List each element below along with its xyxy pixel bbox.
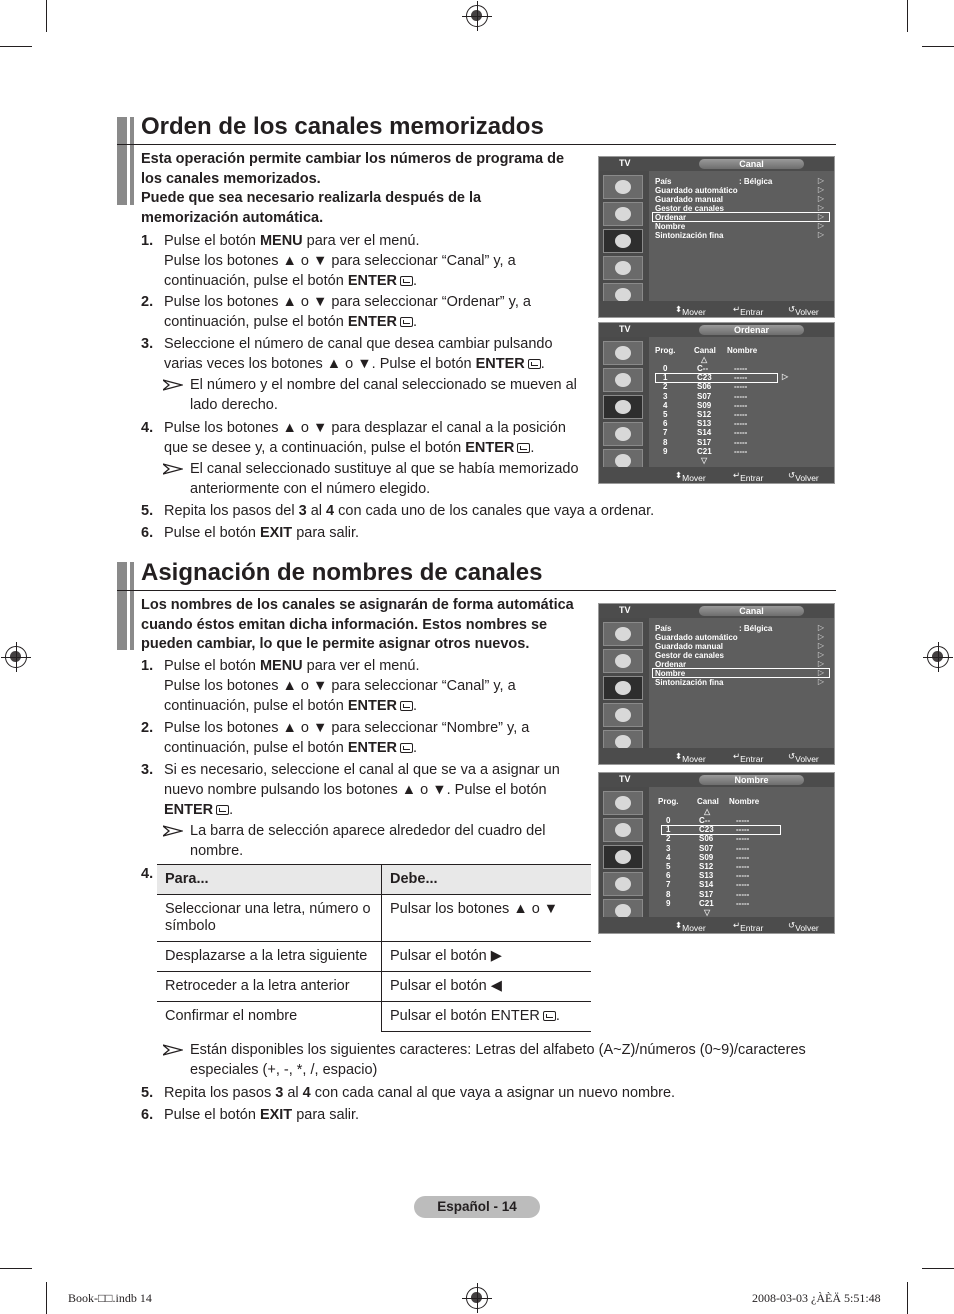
scroll-down-icon[interactable]: ▽ <box>704 908 711 917</box>
step-number: 3. <box>141 762 154 778</box>
menu-item[interactable]: Nombre <box>655 669 686 678</box>
menu-item[interactable]: Nombre <box>655 222 686 231</box>
channel-icon[interactable] <box>603 229 643 253</box>
arrow-right-icon: ▷ <box>817 230 824 239</box>
channel-prog: 8 <box>666 889 671 899</box>
note-arrow-icon <box>163 825 183 837</box>
menu-sidebar <box>599 337 649 467</box>
tv-menu-canal <box>598 603 835 765</box>
menu-body <box>649 171 834 301</box>
channel-prog: 1 <box>666 825 671 835</box>
intro-line: Puede que sea necesario realizarla después de la <box>141 190 482 206</box>
section-bar <box>130 117 134 205</box>
channel-code: S07 <box>697 391 712 401</box>
table-header-row <box>157 865 591 895</box>
tv-label: TV <box>619 774 631 784</box>
crop-mark <box>46 1282 47 1314</box>
channel-name: ----- <box>734 410 748 419</box>
picture-icon[interactable] <box>603 341 643 365</box>
channel-code: S12 <box>699 862 714 871</box>
step-number: 6. <box>141 1107 154 1123</box>
crop-mark <box>922 46 954 47</box>
channel-code: S13 <box>697 419 712 429</box>
tv-label: TV <box>619 158 631 168</box>
step-text: Pulse los botones ▲ o ▼ para seleccionar “Nombre” y, a continuación, pulse el botón ENTER . <box>164 720 530 756</box>
enter-icon <box>543 1011 556 1021</box>
channel-name: ----- <box>734 391 748 401</box>
crop-mark <box>907 0 908 32</box>
page-number: Español - 14 <box>414 1196 540 1218</box>
channel-prog: 5 <box>663 410 668 419</box>
step-text: Pulse el botón EXIT para salir. <box>164 525 360 541</box>
sound-icon[interactable] <box>603 649 643 673</box>
channel-code: C-- <box>697 364 709 373</box>
note-line: lado derecho. <box>190 397 278 413</box>
channel-name: ----- <box>734 446 748 456</box>
channel-name: ----- <box>736 816 750 825</box>
channel-icon[interactable] <box>603 395 643 419</box>
table-row <box>157 972 591 1002</box>
menu-item[interactable]: Sintonización fina <box>655 231 724 240</box>
arrow-right-icon: ▷ <box>817 668 824 677</box>
channel-prog: 7 <box>663 428 668 438</box>
channel-code: S14 <box>697 428 712 438</box>
channel-code: C23 <box>697 373 712 383</box>
menu-title: Ordenar <box>699 325 804 335</box>
step-text: Si es necesario, seleccione el canal al que se va a asignar un nuevo nombre pulsando los botones ▲ o ▼. Pulse el botón ENTER . <box>164 762 560 818</box>
move-hint: ⬍ Mover <box>675 304 706 317</box>
channel-prog: 7 <box>666 880 671 890</box>
arrow-right-icon: ▷ <box>817 194 824 203</box>
setup-icon[interactable] <box>603 703 643 727</box>
selection-box <box>661 825 781 835</box>
arrow-right-icon: ▷ <box>817 203 824 212</box>
arrow-right-icon: ▷ <box>817 641 824 650</box>
menu-item[interactable]: Ordenar <box>655 213 687 222</box>
move-hint: ⬍ Mover <box>675 751 706 764</box>
menu-item[interactable]: Gestor de canales <box>655 204 724 213</box>
scroll-up-icon[interactable]: △ <box>704 807 711 816</box>
channel-code: S17 <box>699 889 714 899</box>
menu-footer <box>599 467 834 483</box>
channel-code: S06 <box>699 834 714 844</box>
channel-prog: 6 <box>666 871 671 881</box>
tv-label: TV <box>619 605 631 615</box>
return-hint: ↺ Volver <box>788 751 819 764</box>
channel-name: ----- <box>734 382 748 392</box>
menu-item[interactable]: Guardado manual <box>655 642 724 651</box>
enter-icon <box>400 276 413 286</box>
channel-code: S09 <box>699 852 714 862</box>
registration-mark-icon <box>466 1287 488 1309</box>
channel-code: C-- <box>699 816 711 825</box>
menu-item[interactable]: Guardado automático <box>655 633 738 642</box>
picture-icon[interactable] <box>603 791 643 815</box>
enter-icon <box>400 743 413 753</box>
arrow-right-icon: ▷ <box>817 221 824 230</box>
return-hint: ↺ Volver <box>788 920 819 933</box>
intro-line: los canales memorizados. <box>141 170 321 187</box>
section-title: Asignación de nombres de canales <box>141 559 543 586</box>
note-line: El canal seleccionado sustituye al que se había memorizado <box>190 461 579 477</box>
channel-prog: 1 <box>663 373 668 383</box>
menu-sidebar <box>599 787 649 917</box>
move-hint: ⬍ Mover <box>675 470 706 483</box>
intro-line: pueden cambiar, lo que le permite asignar otros nuevos. <box>141 636 530 652</box>
title-rule <box>117 590 836 591</box>
channel-prog: 4 <box>663 400 668 410</box>
picture-icon[interactable] <box>603 622 643 646</box>
table-cell: Desplazarse a la letra siguiente <box>157 942 382 972</box>
scroll-down-icon[interactable]: ▽ <box>701 456 708 465</box>
enter-icon <box>517 443 530 453</box>
menu-item[interactable]: Guardado automático <box>655 186 738 195</box>
table-cell: Pulsar el botón ◀ <box>382 972 592 1002</box>
arrow-right-icon: ▷ <box>817 185 824 194</box>
step-number: 5. <box>141 503 154 519</box>
registration-mark-icon <box>927 646 949 668</box>
channel-code: S17 <box>697 437 712 447</box>
menu-title: Canal <box>699 159 804 169</box>
step-number: 5. <box>141 1085 154 1101</box>
menu-sidebar <box>599 171 649 301</box>
table-row <box>157 942 591 972</box>
channel-code: S12 <box>697 410 712 419</box>
step-text: Repita los pasos 3 al 4 con cada canal al que vaya a asignar un nuevo nombre. <box>164 1085 676 1101</box>
step-number: 3. <box>141 336 154 352</box>
step-text: Pulse los botones ▲ o ▼ para desplazar el canal a la posición que se desee y, a continuación, pulse el botón ENTER . <box>164 420 566 456</box>
menu-item[interactable]: Ordenar <box>655 660 687 669</box>
table-cell: Retroceder a la letra anterior <box>157 972 382 1002</box>
arrow-right-icon: ▷ <box>782 372 789 381</box>
channel-code: S14 <box>699 880 714 890</box>
menu-footer <box>599 301 834 317</box>
setup-icon[interactable] <box>603 256 643 280</box>
table-cell: Pulsar el botón ENTER . <box>382 1002 592 1032</box>
sound-icon[interactable] <box>603 818 643 842</box>
enter-icon <box>216 805 229 815</box>
arrow-right-icon: ▷ <box>817 212 824 221</box>
arrow-right-icon: ▷ <box>817 677 824 686</box>
enter-icon <box>528 359 541 369</box>
channel-name: ----- <box>736 871 750 881</box>
arrow-right-icon: ▷ <box>817 623 824 632</box>
note-line: La barra de selección aparece alrededor del cuadro del <box>190 823 546 839</box>
step-text: Pulse el botón MENU para ver el menú. Pulse los botones ▲ o ▼ para seleccionar “Canal” y, a continuación, pulse el botón ENTER . <box>164 233 516 289</box>
column-header: Prog. <box>658 797 679 806</box>
menu-body <box>649 337 834 467</box>
channel-code: S13 <box>699 871 714 881</box>
menu-body <box>649 618 834 748</box>
section-intro <box>141 596 591 655</box>
note-line: nombre. <box>190 843 244 859</box>
print-timestamp: 2008-03-03 ¿ÀÈÄ 5:51:48 <box>752 1291 881 1305</box>
channel-prog: 8 <box>663 437 668 447</box>
table-row <box>157 895 591 942</box>
channel-name: ----- <box>736 880 750 890</box>
table-row <box>157 1002 591 1032</box>
enter-icon <box>400 317 413 327</box>
setup-icon[interactable] <box>603 422 643 446</box>
channel-code: C23 <box>699 825 714 835</box>
channel-prog: 2 <box>663 382 668 392</box>
channel-prog: 2 <box>666 834 671 844</box>
step-number: 6. <box>141 525 154 541</box>
channel-prog: 0 <box>666 816 671 825</box>
channel-code: C21 <box>699 898 714 908</box>
table-header: Debe... <box>382 865 592 895</box>
enter-hint: ↵ Entrar <box>733 470 764 483</box>
channel-name: ----- <box>736 852 750 862</box>
return-hint: ↺ Volver <box>788 304 819 317</box>
channel-name: ----- <box>734 373 748 383</box>
menu-item[interactable]: País : Bélgica <box>655 177 773 186</box>
section-bar <box>117 562 127 650</box>
registration-mark-icon <box>466 5 488 27</box>
sound-icon[interactable] <box>603 368 643 392</box>
menu-title: Canal <box>699 606 804 616</box>
channel-prog: 3 <box>663 391 668 401</box>
note-line: Están disponibles los siguientes caracteres: Letras del alfabeto (A~Z)/números (0~9)/caracteres <box>190 1042 806 1058</box>
channel-code: S09 <box>697 400 712 410</box>
table-cell: Pulsar el botón ▶ <box>382 942 592 972</box>
menu-item[interactable]: Gestor de canales <box>655 651 724 660</box>
channel-name: ----- <box>734 400 748 410</box>
channel-prog: 9 <box>663 446 668 456</box>
channel-name: ----- <box>734 419 748 429</box>
arrow-right-icon: ▷ <box>817 632 824 641</box>
note-arrow-icon <box>163 463 183 475</box>
crop-mark <box>0 1268 32 1269</box>
column-header: Prog. <box>655 346 676 355</box>
step-number: 1. <box>141 658 154 674</box>
note-line: El número y el nombre del canal seleccionado se mueven al <box>190 377 577 393</box>
intro-line: Esta operación permite cambiar los números de programa de <box>141 151 565 167</box>
table-cell: Seleccionar una letra, número o símbolo <box>157 895 382 942</box>
arrow-right-icon: ▷ <box>817 176 824 185</box>
menu-title: Nombre <box>699 775 804 785</box>
step-number: 2. <box>141 720 154 736</box>
return-hint: ↺ Volver <box>788 470 819 483</box>
channel-name: ----- <box>734 428 748 438</box>
step-number: 2. <box>141 294 154 310</box>
arrow-right-icon: ▷ <box>817 650 824 659</box>
section-intro <box>141 150 591 228</box>
crop-mark <box>922 1268 954 1269</box>
channel-name: ----- <box>734 437 748 447</box>
tv-label: TV <box>619 324 631 334</box>
channel-prog: 0 <box>663 364 668 373</box>
channel-code: S06 <box>697 382 712 392</box>
menu-footer <box>599 917 834 933</box>
tv-menu-ordenar <box>598 322 835 484</box>
crop-mark <box>0 46 32 47</box>
channel-name: ----- <box>734 364 748 373</box>
tv-menu-canal <box>598 156 835 318</box>
crop-mark <box>46 0 47 32</box>
arrow-right-icon: ▷ <box>817 659 824 668</box>
section-title: Orden de los canales memorizados <box>141 113 544 140</box>
move-hint: ⬍ Mover <box>675 920 706 933</box>
action-table <box>157 864 591 1032</box>
setup-icon[interactable] <box>603 872 643 896</box>
channel-name: ----- <box>736 889 750 899</box>
step-text: Seleccione el número de canal que desea cambiar pulsando varias veces los botones ▲ o ▼. Pulse el botón ENTER . <box>164 336 553 372</box>
registration-mark-icon <box>5 646 27 668</box>
column-header: Nombre <box>729 797 760 806</box>
table-cell: Pulsar los botones ▲ o ▼ <box>382 895 592 942</box>
enter-hint: ↵ Entrar <box>733 920 764 933</box>
selection-box <box>655 373 778 383</box>
sound-icon[interactable] <box>603 202 643 226</box>
enter-hint: ↵ Entrar <box>733 304 764 317</box>
title-rule <box>117 144 836 145</box>
intro-line: Los nombres de los canales se asignarán de forma automática <box>141 597 574 613</box>
channel-prog: 3 <box>666 843 671 853</box>
file-info: Book-□□.indb 14 <box>68 1291 152 1305</box>
note-line: anteriormente con el número elegido. <box>190 481 431 497</box>
channel-name: ----- <box>736 898 750 908</box>
intro-line: memorización automática. <box>141 209 324 226</box>
section-bar <box>130 562 134 650</box>
menu-item[interactable]: País : Bélgica <box>655 624 773 633</box>
step-text: Repita los pasos del 3 al 4 con cada uno de los canales que vaya a ordenar. <box>164 503 655 519</box>
column-header: Canal <box>697 797 719 806</box>
step-text: Pulse el botón EXIT para salir. <box>164 1107 360 1123</box>
menu-sidebar <box>599 618 649 748</box>
channel-code: C21 <box>697 446 712 456</box>
channel-prog: 6 <box>663 419 668 429</box>
menu-body <box>649 787 834 917</box>
crop-mark <box>907 1282 908 1314</box>
channel-prog: 9 <box>666 898 671 908</box>
step-text: Pulse el botón MENU para ver el menú. Pulse los botones ▲ o ▼ para seleccionar “Canal” y, a continuación, pulse el botón ENTER . <box>164 658 516 714</box>
column-header: Canal <box>694 346 716 355</box>
channel-prog: 5 <box>666 862 671 871</box>
channel-icon[interactable] <box>603 676 643 700</box>
note-arrow-icon <box>163 1044 183 1056</box>
channel-prog: 4 <box>666 852 671 862</box>
table-header: Para... <box>157 865 382 895</box>
menu-item[interactable]: Guardado manual <box>655 195 724 204</box>
step-number: 4. <box>141 866 154 882</box>
tv-menu-nombre <box>598 772 835 934</box>
note-arrow-icon <box>163 379 183 391</box>
scroll-up-icon[interactable]: △ <box>701 355 708 364</box>
picture-icon[interactable] <box>603 175 643 199</box>
channel-name: ----- <box>736 834 750 844</box>
channel-name: ----- <box>736 843 750 853</box>
table-cell: Confirmar el nombre <box>157 1002 382 1032</box>
step-number: 4. <box>141 420 154 436</box>
channel-name: ----- <box>736 862 750 871</box>
channel-icon[interactable] <box>603 845 643 869</box>
note-line: especiales (+, -, *, /, espacio) <box>190 1062 378 1078</box>
enter-hint: ↵ Entrar <box>733 751 764 764</box>
channel-name: ----- <box>736 825 750 835</box>
menu-footer <box>599 748 834 764</box>
enter-icon <box>400 701 413 711</box>
column-header: Nombre <box>727 346 758 355</box>
menu-item[interactable]: Sintonización fina <box>655 678 724 687</box>
step-number: 1. <box>141 233 154 249</box>
section-bar <box>117 117 127 205</box>
intro-line: cuando éstos emitan dicha información. Estos nombres se <box>141 616 548 633</box>
channel-code: S07 <box>699 843 714 853</box>
step-text: Pulse los botones ▲ o ▼ para seleccionar “Ordenar” y, a continuación, pulse el botón ENTER . <box>164 294 531 330</box>
